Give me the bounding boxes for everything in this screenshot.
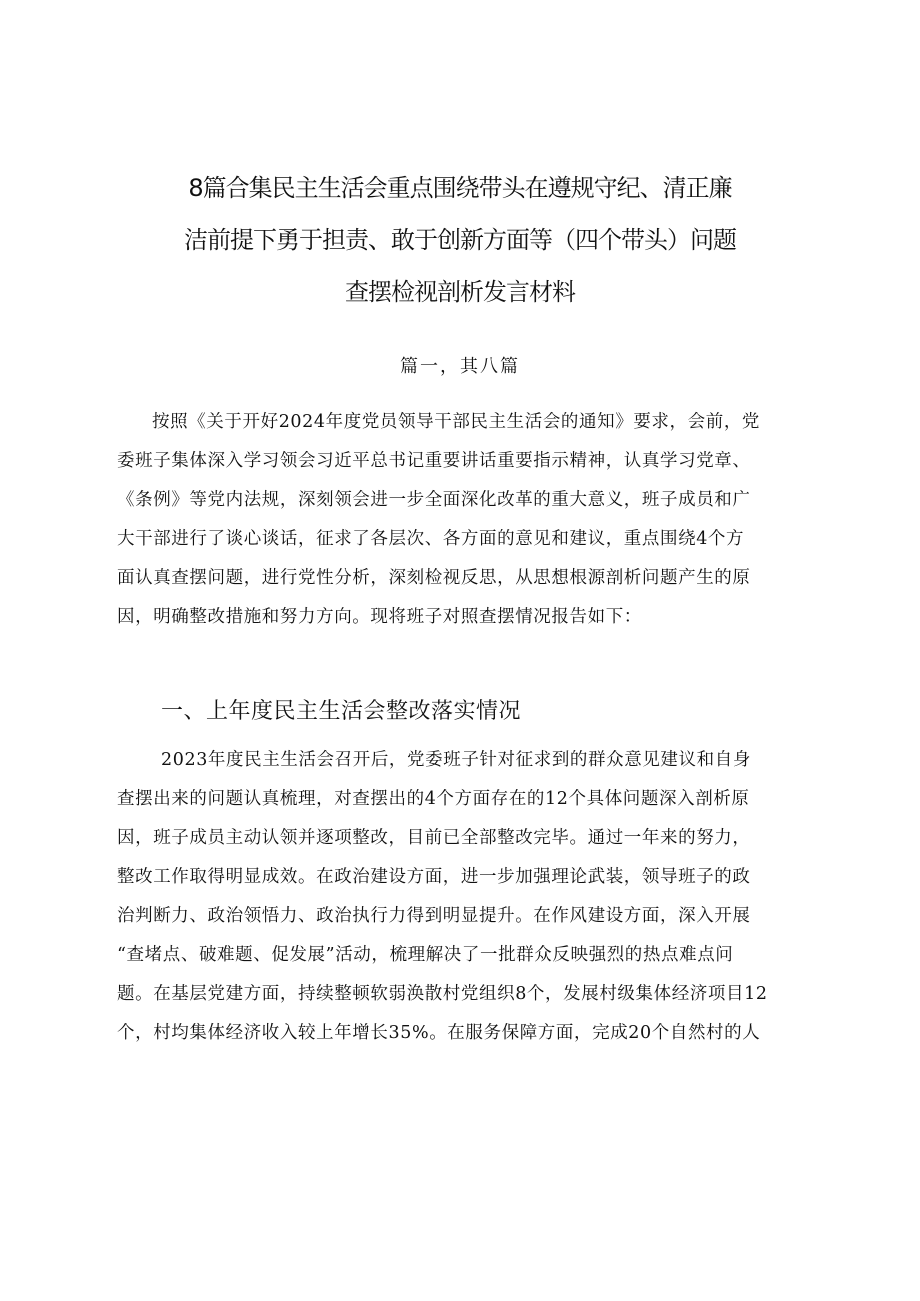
intro-line-4: 大干部进行了谈心谈话，征求了各层次、各方面的意见和建议，重点围绕4个方	[117, 529, 745, 549]
intro-line-2: 委班子集体深入学习领会习近平总书记重要讲话重要指示精神，认真学习党章、	[117, 451, 751, 471]
section-line-5: 治判断力、政治领悟力、政治执行力得到明显提升。在作风建设方面，深入开展	[117, 906, 751, 926]
document-subtitle: 篇一，其八篇	[400, 356, 520, 377]
section-heading: 一、上年度民主生活会整改落实情况	[161, 699, 522, 724]
section-paragraph	[117, 741, 817, 1053]
section-line-1: 2023年度民主生活会召开后，党委班子针对征求到的群众意见建议和自身	[161, 750, 751, 770]
title-line-2: 洁前提下勇于担责、敢于创新方面等（四个带头）问题	[184, 226, 736, 254]
intro-line-6: 因，明确整改措施和努力方向。现将班子对照查摆情况报告如下：	[117, 607, 642, 627]
section-line-6: “查堵点、破难题、促发展”活动，梳理解决了一批群众反映强烈的热点难点问	[117, 945, 734, 965]
section-line-8: 个，村均集体经济收入较上年增长35%。在服务保障方面，完成20个自然村的人	[117, 1023, 761, 1043]
intro-line-5: 面认真查摆问题，进行党性分析，深刻检视反思，从思想根源剖析问题产生的原	[117, 568, 751, 588]
intro-line-3: 《条例》等党内法规，深刻领会进一步全面深化改革的重大意义，班子成员和广	[117, 490, 751, 510]
title-line-3: 查摆检视剖析发言材料	[345, 278, 575, 306]
title-line-1: 8篇合集民主生活会重点围绕带头在遵规守纪、清正廉	[188, 174, 732, 202]
intro-paragraph	[117, 403, 817, 637]
document-title	[120, 162, 800, 318]
section-line-4: 整改工作取得明显成效。在政治建设方面，进一步加强理论武装，领导班子的政	[117, 867, 751, 887]
section-line-3: 因，班子成员主动认领并逐项整改，目前已全部整改完毕。通过一年来的努力，	[117, 828, 751, 848]
section-line-2: 查摆出来的问题认真梳理，对查摆出的4个方面存在的12个具体问题深入剖析原	[117, 789, 750, 809]
section-line-7: 题。在基层党建方面，持续整顿软弱涣散村党组织8个，发展村级集体经济项目12	[117, 984, 768, 1004]
intro-line-1: 按照《关于开好2024年度党员领导干部民主生活会的通知》要求，会前，党	[152, 412, 761, 432]
